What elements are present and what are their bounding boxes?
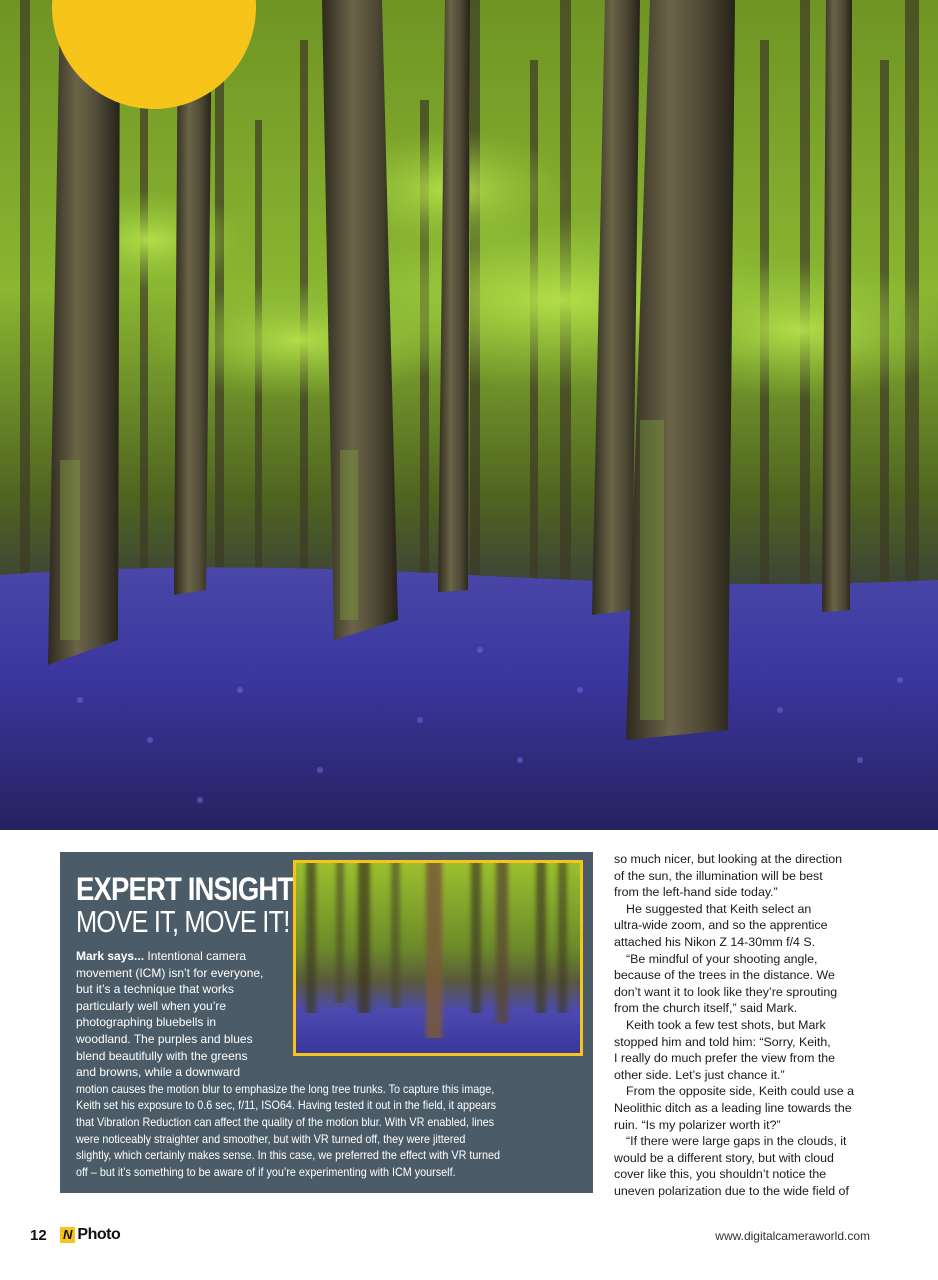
article-line: because of the trees in the distance. We — [614, 968, 835, 983]
expert-line: blend beautifully with the greens — [76, 1048, 248, 1063]
article-line: Keith took a few test shots, but Mark — [626, 1017, 826, 1032]
article-line: stopped him and told him: “Sorry, Keith, — [614, 1034, 831, 1049]
expert-line: motion causes the motion blur to emphasize the long tree trunks. To capture this image, — [76, 1081, 495, 1096]
article-line: uneven polarization due to the wide field of — [614, 1183, 849, 1198]
expert-line: photographing bluebells in — [76, 1015, 217, 1030]
article-line: other side. Let’s just chance it.” — [614, 1067, 785, 1082]
article-line: ruin. “Is my polarizer worth it?” — [614, 1117, 781, 1132]
expert-line: were noticeably straighter and smoother, but with VR turned off, they were jittered — [76, 1131, 466, 1146]
article-line: Neolithic ditch as a leading line towards the — [614, 1100, 852, 1115]
article-line: From the opposite side, Keith could use a — [626, 1084, 854, 1099]
article-line: He suggested that Keith select an — [626, 901, 812, 916]
expert-line: but it’s a technique that works — [76, 982, 234, 997]
article-line: “If there were large gaps in the clouds, it — [626, 1134, 847, 1149]
expert-line — [76, 948, 576, 965]
expert-heading: EXPERT INSIGHT — [76, 871, 294, 907]
footer-logo-n: N — [60, 1227, 75, 1243]
article-line: would be a different story, but with cloud — [614, 1150, 834, 1165]
footer-logo-word: Photo — [77, 1226, 121, 1243]
article-line: ultra-wide zoom, and so the apprentice — [614, 918, 828, 933]
expert-lead: Mark says... — [76, 949, 145, 963]
article-line: from the left-hand side today.” — [614, 885, 778, 900]
article-line: “Be mindful of your shooting angle, — [626, 951, 818, 966]
expert-line: movement (ICM) isn’t for everyone, — [76, 965, 264, 980]
article-line: so much nicer, but looking at the direction — [614, 852, 842, 866]
expert-line: particularly well when you’re — [76, 998, 227, 1013]
footer-url[interactable]: www.digitalcameraworld.com — [715, 1229, 870, 1243]
article-line: of the sun, the illumination will be best — [614, 868, 823, 883]
article-line: I really do much prefer the view from the — [614, 1051, 836, 1066]
expert-line: slightly, which certainly makes sense. In this case, we preferred the effect with VR turned — [76, 1148, 500, 1163]
expert-line: that Vibration Reduction can affect the quality of the motion blur. With VR enabled, lines — [76, 1114, 495, 1129]
expert-insight-box — [60, 852, 593, 1193]
article-line: from the church itself,” said Mark. — [614, 1001, 798, 1016]
expert-line-text: Intentional camera — [144, 949, 247, 963]
expert-line: and browns, while a downward — [76, 1065, 241, 1080]
article-line: cover like this, you shouldn’t notice the — [614, 1167, 827, 1182]
expert-subheading: MOVE IT, MOVE IT! — [76, 904, 290, 939]
expert-line: off – but it’s something to be aware of if you’re experimenting with ICM yourself. — [76, 1164, 456, 1179]
footer-logo — [60, 1226, 120, 1244]
article-line: attached his Nikon Z 14-30mm f/4 S. — [614, 934, 816, 949]
article-line: don’t want it to look like they’re sprouting — [614, 984, 838, 999]
article-column — [614, 851, 874, 1199]
page-number: 12 — [30, 1227, 47, 1244]
expert-line: Keith set his exposure to 0.6 sec, f/11, ISO64. Having tested it out in the field, it appears — [76, 1098, 497, 1113]
expert-body — [76, 948, 576, 1180]
expert-line: woodland. The purples and blues — [76, 1031, 253, 1046]
